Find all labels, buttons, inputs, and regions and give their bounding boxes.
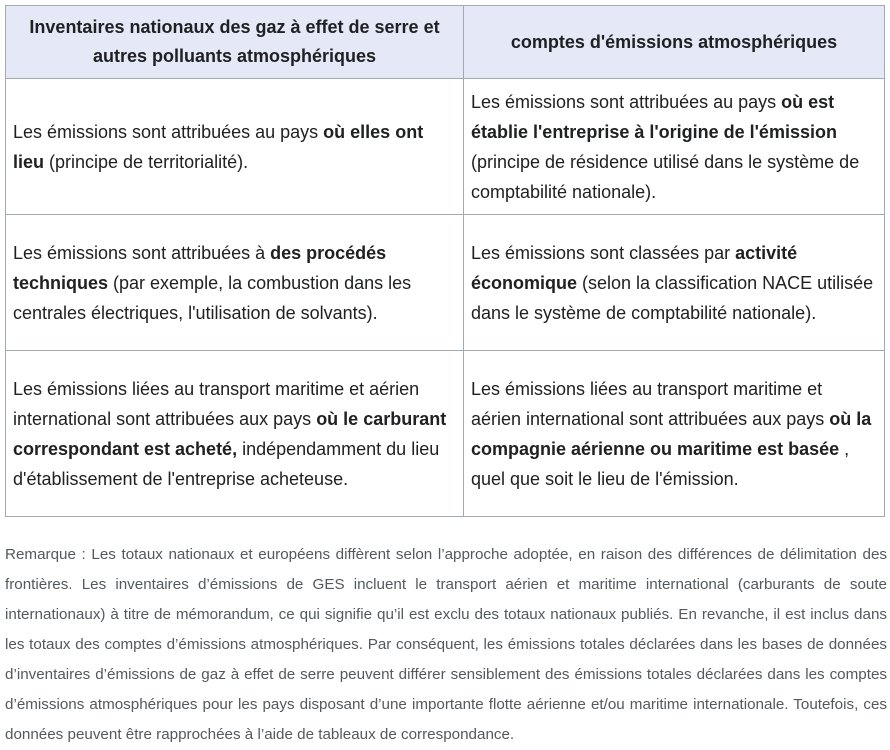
table-cell-accounts: Les émissions liées au transport maritime et aérien international sont attribuées aux pays où la compagnie aérienne ou maritime est basée , quel que soit le lieu de l'émission.	[464, 351, 885, 517]
table-row	[6, 79, 885, 215]
emphasis-text: où le carburant correspondant est acheté,	[13, 408, 447, 459]
table-row	[6, 351, 885, 517]
emphasis-text: où la compagnie aérienne ou maritime est basée	[471, 408, 872, 459]
comparison-table	[5, 5, 885, 517]
emphasis-text: où est établie l'entreprise à l'origine de l'émission	[471, 91, 837, 142]
remark-paragraph: Remarque : Les totaux nationaux et européens diffèrent selon l’approche adoptée, en raison des différences de délimitation des frontières. Les inventaires d’émissions de GES incluent le transport aérien et maritime international (carburants de soute internationaux) à titre de mémorandum, ce qui signifie qu’il est exclu des totaux nationaux publiés. En revanche, il est inclus dans les totaux des comptes d’émissions atmosphériques. Par conséquent, les émissions totales déclarées dans les bases de données d’inventaires d’émissions de gaz à effet de serre peuvent différer sensiblement des émissions totales déclarées dans les comptes d’émissions atmosphériques pour les pays disposant d’une importante flotte aérienne et/ou maritime internationale. Toutefois, ces données peuvent être rapprochées à l’aide de tableaux de correspondance.	[5, 546, 887, 743]
table-header-row	[6, 6, 885, 79]
emphasis-text: où elles ont lieu	[13, 121, 424, 172]
header-air-emission-accounts: comptes d'émissions atmosphériques	[464, 6, 885, 79]
emphasis-text: des procédés techniques	[13, 242, 387, 293]
header-ghg-inventories: Inventaires nationaux des gaz à effet de serre et autres polluants atmosphériques	[6, 6, 464, 79]
table-row	[6, 215, 885, 351]
emphasis-text: activité économique	[471, 242, 798, 293]
table-cell-accounts: Les émissions sont classées par activité économique (selon la classification NACE utilisée dans le système de comptabilité nationale).	[464, 215, 885, 351]
table-cell-inventory: Les émissions liées au transport maritime et aérien international sont attribuées aux pays où le carburant correspondant est acheté, indépendamment du lieu d'établissement de l'entreprise acheteuse.	[6, 351, 464, 517]
table-cell-inventory: Les émissions sont attribuées au pays où elles ont lieu (principe de territorialité).	[6, 79, 464, 215]
table-cell-inventory: Les émissions sont attribuées à des procédés techniques (par exemple, la combustion dans les centrales électriques, l'utilisation de solvants).	[6, 215, 464, 351]
table-cell-accounts: Les émissions sont attribuées au pays où est établie l'entreprise à l'origine de l'émission (principe de résidence utilisé dans le système de comptabilité nationale).	[464, 79, 885, 215]
